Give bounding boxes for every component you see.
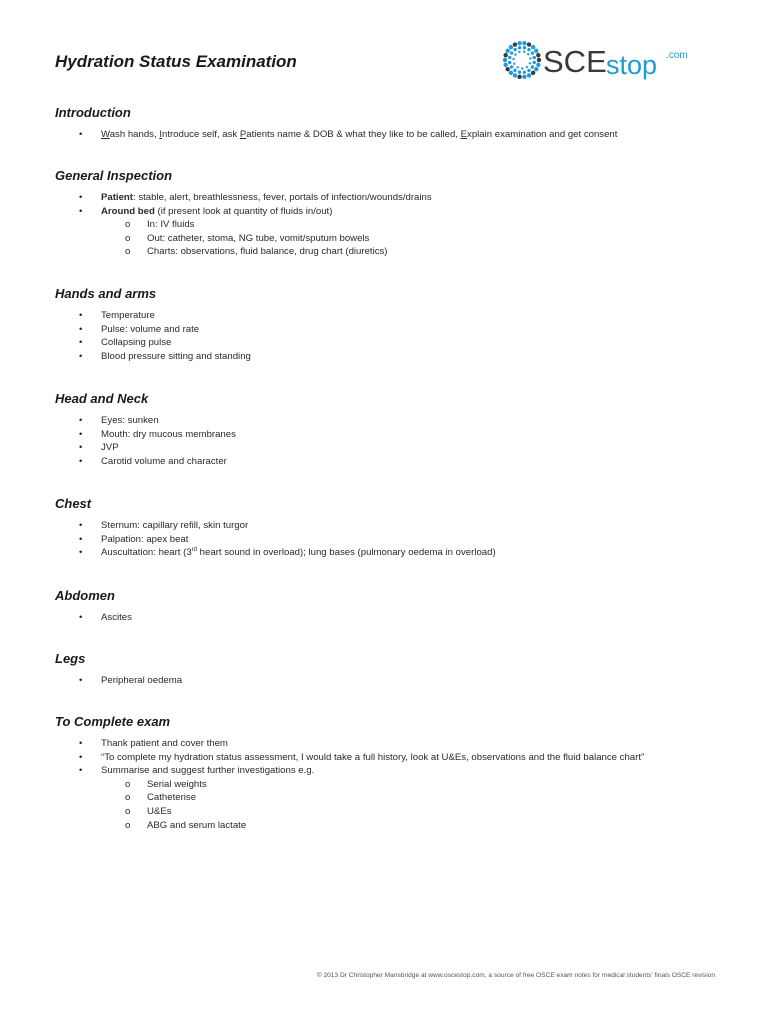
logo-dot <box>531 51 534 54</box>
logo-dot <box>516 66 518 68</box>
logo-dot <box>533 56 536 59</box>
list-item: • Carotid volume and character <box>79 455 227 467</box>
logo-dot <box>523 51 525 53</box>
logo-dot <box>526 66 528 68</box>
logo-dot <box>536 63 540 67</box>
heading-legs: Legs <box>55 651 86 666</box>
logo-text-stop: stop <box>606 50 658 80</box>
section-general-inspection <box>55 168 432 259</box>
list-item: • Collapsing pulse <box>79 337 172 349</box>
section-hands-and-arms <box>55 286 251 363</box>
logo-dot <box>522 75 526 79</box>
heading-to-complete-exam: To Complete exam <box>55 714 171 729</box>
logo-dot <box>534 67 538 71</box>
list-item: • “To complete my hydration status assessment, I would take a full history, look at U&Es, observations and the fluid balance chart” <box>79 751 645 763</box>
logo-dot <box>512 58 514 60</box>
list-item: • Patient: stable, alert, breathlessness, fever, portals of infection/wounds/drains <box>79 192 432 203</box>
list-item: • Thank patient and cover them <box>79 738 228 749</box>
list-item: • Blood pressure sitting and standing <box>79 350 251 362</box>
list-item: • Palpation: apex beat <box>79 533 189 545</box>
logo-dot <box>521 67 523 69</box>
logo-dot <box>534 49 538 53</box>
logo-dot <box>531 65 534 68</box>
logo-dot <box>514 53 516 55</box>
logo-dot <box>509 45 513 49</box>
sub-list-item: o Charts: observations, fluid balance, drug chart (diuretics) <box>125 246 388 258</box>
logo-dot <box>503 53 507 57</box>
logo-dot <box>517 41 521 45</box>
section-head-and-neck <box>55 391 236 468</box>
logo-dot <box>513 69 516 72</box>
logo-dot <box>518 51 520 53</box>
list-item: • Ascites <box>79 612 132 623</box>
list-item: • Peripheral oedema <box>79 675 183 686</box>
logo-dot <box>523 71 526 74</box>
logo-dot <box>527 73 531 77</box>
logo-dot <box>508 61 511 64</box>
logo-dot <box>522 41 526 45</box>
section-to-complete-exam <box>55 714 644 832</box>
section-chest <box>55 496 496 560</box>
document-title: Hydration Status Examination <box>55 52 297 71</box>
sub-list-item: o In: IV fluids <box>125 219 195 231</box>
list-item: • Wash hands, Introduce self, ask Patients name & DOB & what they like to be called, Explain examination and get consent <box>79 129 618 140</box>
logo-dot <box>513 42 517 46</box>
heading-chest: Chest <box>55 496 92 511</box>
sub-list-item: o Catheterise <box>125 792 197 804</box>
heading-introduction: Introduction <box>55 105 131 120</box>
list-item: • Pulse: volume and rate <box>79 323 200 335</box>
oscestop-logo-graphic <box>500 36 720 86</box>
logo-dot <box>506 49 510 53</box>
logo-dot-ring <box>503 41 541 79</box>
logo-dot <box>513 73 517 77</box>
logo-dot <box>517 75 521 79</box>
logo-dot <box>536 53 540 57</box>
list-item: • Temperature <box>79 310 155 321</box>
sub-list-item: o ABG and serum lactate <box>125 819 247 831</box>
logo-dot <box>527 42 531 46</box>
logo-dot <box>513 48 516 51</box>
sub-list-item: o Serial weights <box>125 778 207 790</box>
logo-dot <box>533 61 536 64</box>
heading-general-inspection: General Inspection <box>55 168 173 183</box>
logo-dot <box>527 69 530 72</box>
logo-dot <box>503 58 507 62</box>
logo-dot <box>513 63 515 65</box>
logo-dot <box>531 71 535 75</box>
logo-dot <box>529 57 531 59</box>
heading-hands-and-arms: Hands and arms <box>55 286 157 301</box>
logo-dot <box>537 58 541 62</box>
logo-dot <box>510 65 513 68</box>
logo-text-sce: SCE <box>543 44 607 79</box>
logo-dot <box>510 51 513 54</box>
logo-dot <box>518 71 521 74</box>
logo-text-com: .com <box>666 50 688 61</box>
sub-list-item: o U&Es <box>125 805 172 817</box>
list-item: • Sternum: capillary refill, skin turgor <box>79 520 249 531</box>
footer-copyright: © 2013 Dr Christopher Mansbridge at www.oscestop.com, a source of free OSCE exam notes for medical students’ finals OSCE revision <box>316 972 715 979</box>
section-abdomen <box>55 588 132 625</box>
logo-dot <box>506 67 510 71</box>
logo-dot <box>503 63 507 67</box>
logo-mark: O <box>500 36 501 37</box>
logo-dot <box>508 56 511 59</box>
logo-dot <box>527 53 529 55</box>
logo-dot <box>527 48 530 51</box>
list-item: • JVP <box>79 442 119 454</box>
logo-dot <box>529 62 531 64</box>
oscestop-logo <box>500 36 720 86</box>
heading-head-and-neck: Head and Neck <box>55 391 149 406</box>
logo-dot <box>531 45 535 49</box>
heading-abdomen: Abdomen <box>55 588 115 603</box>
section-legs <box>55 651 182 688</box>
list-item: • Eyes: sunken <box>79 415 159 426</box>
logo-dot <box>509 71 513 75</box>
logo-dot <box>523 46 526 49</box>
list-item: • Summarise and suggest further investigations e.g. <box>79 765 315 777</box>
logo-dot <box>518 46 521 49</box>
list-item: • Auscultation: heart (3rd heart sound in overload); lung bases (pulmonary oedema in overload) <box>79 547 496 559</box>
list-item: • Around bed (if present look at quantity of fluids in/out) <box>79 205 333 217</box>
list-item: • Mouth: dry mucous membranes <box>79 428 236 440</box>
sub-list-item: o Out: catheter, stoma, NG tube, vomit/sputum bowels <box>125 232 370 244</box>
section-introduction <box>55 105 617 142</box>
